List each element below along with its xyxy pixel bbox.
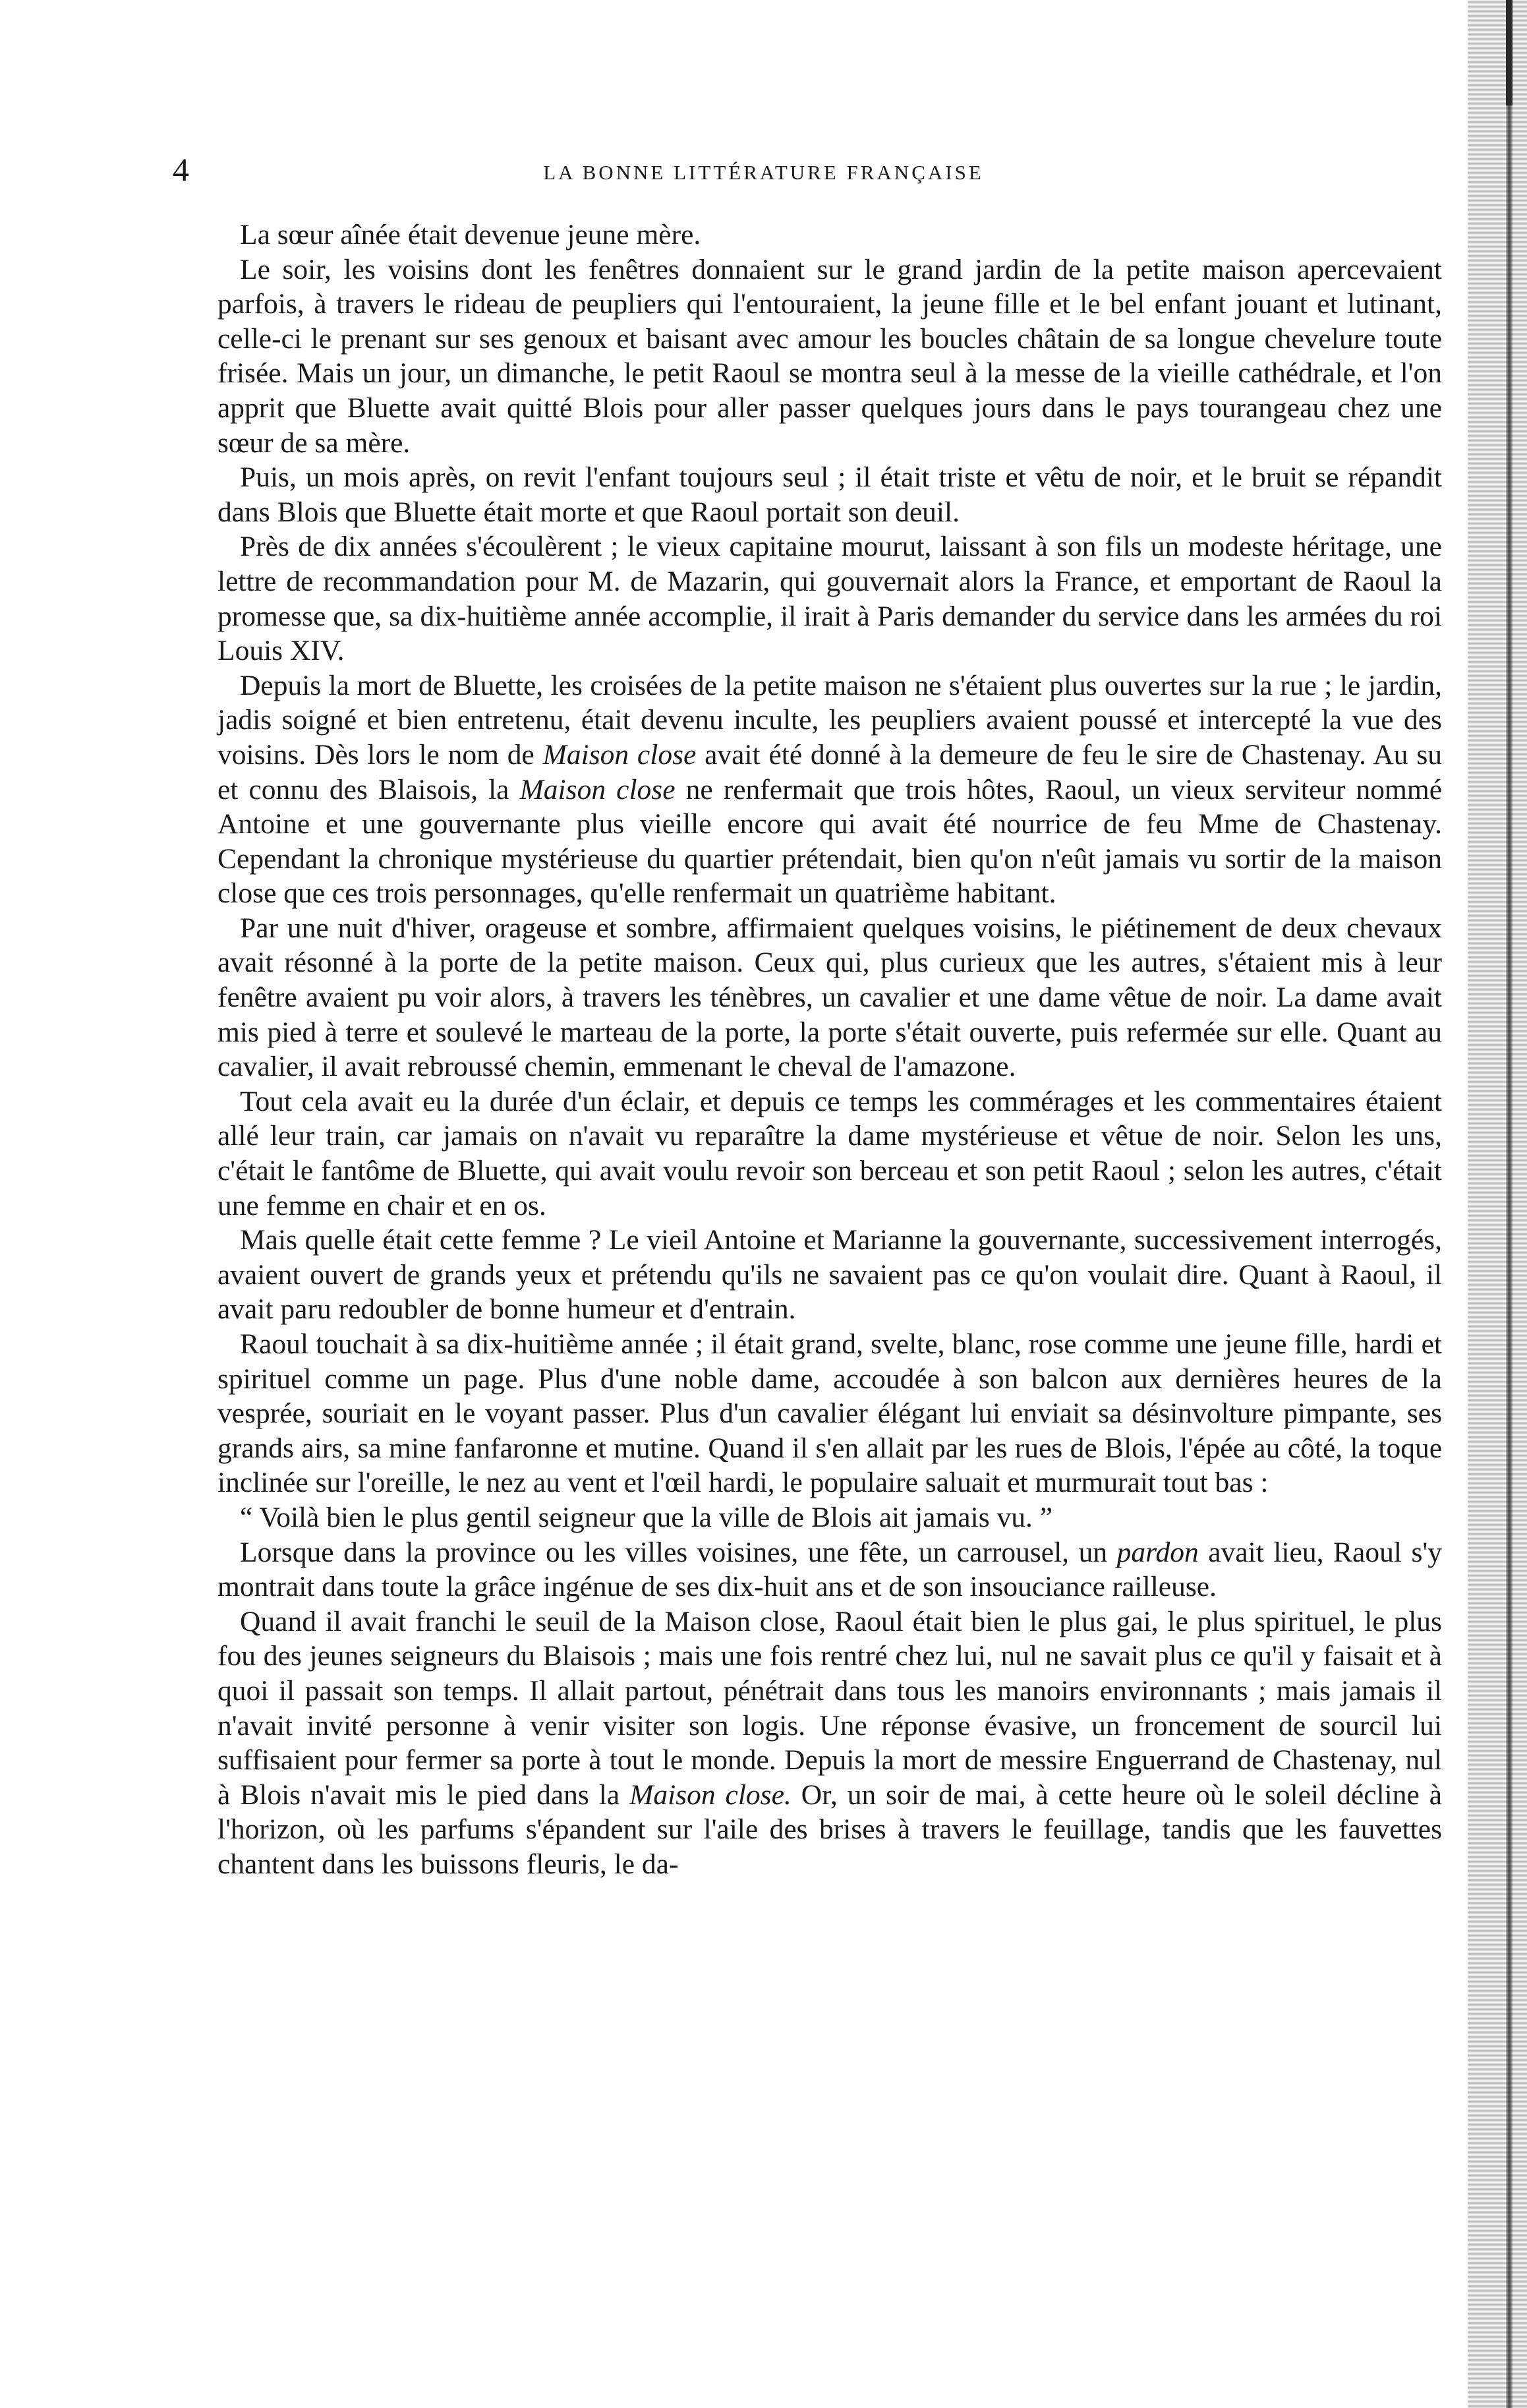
binding-line bbox=[1506, 0, 1513, 2408]
paragraph-text: Lorsque dans la province ou les villes voisines, une fête, un carrousel, un bbox=[240, 1536, 1117, 1568]
paragraph: Par une nuit d'hiver, orageuse et sombre, affirmaient quelques voisins, le piétinement de deux chevaux avait résonné à la porte de la petite maison. Ceux qui, plus curieux que les autres, s'étaient mis à leur fenêtre avaient pu voir alors, à travers les ténèbres, un cavalier et une dame vêtue de noir. La dame avait mis pied à terre et soulevé le marteau de la porte, la porte s'était ouverte, puis refermée sur elle. Quant au cavalier, il avait rebroussé chemin, emmenant le cheval de l'amazone. bbox=[217, 912, 1442, 1083]
paragraph-text: ne renfermait que trois hôtes, Raoul, un vieux serviteur nommé Antoine et une gouvernante plus vieille encore qui avait été nourrice de feu Mme de Chastenay. Cependant la chronique mystérieuse du quartier prétendait, bien qu'on n'eût jamais vu sortir de la maison close que ces trois personnages, qu'elle renfermait un quatrième habitant. bbox=[217, 773, 1442, 910]
paragraph-text: Or, un soir de mai, à cette heure où le soleil décline à l'horizon, où les parfums s'épandent sur l'aile des brises à travers le feuillage, tandis que les fauvettes chantent dans les buissons fleuris, le da- bbox=[217, 1778, 1443, 1880]
paragraph bbox=[217, 668, 1442, 911]
paragraph-text: Depuis la mort de Bluette, les croisées de la petite maison ne s'étaient plus ouvertes sur la rue ; le jardin, jadis soigné et bien entretenu, était devenu inculte, les peupliers avaient poussé et intercepté la vue des voisins. Dès lors le nom de bbox=[217, 669, 1442, 771]
paragraph: Raoul touchait à sa dix-huitième année ; il était grand, svelte, blanc, rose comme une jeune fille, hardi et spirituel comme un page. Plus d'une noble dame, accoudée à son balcon aux dernières heures de la vesprée, souriait en le voyant passer. Plus d'un cavalier élégant lui enviait sa désinvolture pimpante, ses grands airs, sa mine fanfaronne et mutine. Quand il s'en allait par les rues de Blois, l'épée au côté, la toque inclinée sur l'oreille, le nez au vent et l'œil hardi, le populaire saluait et murmurait tout bas : bbox=[217, 1328, 1442, 1499]
paragraph: Mais quelle était cette femme ? Le vieil Antoine et Marianne la gouvernante, successivement interrogés, avaient ouvert de grands yeux et prétendu qu'ils ne savaient pas ce qu'on voulait dire. Quant à Raoul, il avait paru redoubler de bonne humeur et d'entrain. bbox=[217, 1224, 1442, 1326]
page-number: 4 bbox=[173, 151, 189, 188]
paragraph bbox=[217, 1535, 1442, 1604]
paragraph: Près de dix années s'écoulèrent ; le vieux capitaine mourut, laissant à son fils un modeste héritage, une lettre de recommandation pour M. de Mazarin, qui gouvernait alors la France, et emportant de Raoul la promesse que, sa dix-huitième année accomplie, il irait à Paris demander du service dans les armées du roi Louis XIV. bbox=[217, 531, 1442, 667]
paragraph: La sœur aînée était devenue jeune mère. bbox=[240, 219, 701, 250]
binding-tick bbox=[1506, 0, 1513, 105]
quotation: “ Voilà bien le plus gentil seigneur que la ville de Blois ait jamais vu. ” bbox=[240, 1501, 1053, 1533]
paragraph-text: avait été donné à la demeure de feu le sire de Chastenay. Au su et connu des Blaisois, la bbox=[217, 738, 1442, 806]
italic-text: Maison close bbox=[542, 738, 697, 771]
paragraph: Puis, un mois après, on revit l'enfant toujours seul ; il était triste et vêtu de noir, et le bruit se répandit dans Blois que Bluette était morte et que Raoul portait son deuil. bbox=[217, 461, 1442, 528]
page-binding-edge bbox=[1468, 0, 1527, 2408]
paragraph bbox=[217, 1604, 1442, 1882]
italic-text: Maison close. bbox=[629, 1778, 792, 1811]
italic-text: pardon bbox=[1116, 1536, 1199, 1568]
italic-text: Maison close bbox=[519, 773, 676, 806]
paragraph: Le soir, les voisins dont les fenêtres donnaient sur le grand jardin de la petite maison apercevaient parfois, à travers le rideau de peupliers qui l'entouraient, la jeune fille et le bel enfant jouant et lutinant, celle-ci le prenant sur ses genoux et baisant avec amour les boucles châtain de sa longue chevelure toute frisée. Mais un jour, un dimanche, le petit Raoul se montra seul à la messe de la vieille cathédrale, et l'on apprit que Bluette avait quitté Blois pour aller passer quelques jours dans le pays tourangeau chez une sœur de sa mère. bbox=[217, 253, 1442, 459]
paragraph: Tout cela avait eu la durée d'un éclair, et depuis ce temps les commérages et les commentaires étaient allé leur train, car jamais on n'avait vu reparaître la dame mystérieuse et vêtue de noir. Selon les uns, c'était le fantôme de Bluette, qui avait voulu revoir son berceau et son petit Raoul ; selon les autres, c'était une femme en chair et en os. bbox=[217, 1085, 1442, 1221]
running-head: LA BONNE LITTÉRATURE FRANÇAISE bbox=[543, 161, 984, 184]
paragraph-text: avait lieu, Raoul s'y montrait dans toute la grâce ingénue de ses dix-huit ans et de son insouciance railleuse. bbox=[217, 1536, 1442, 1603]
body-text bbox=[217, 218, 1442, 1882]
paragraph-text: Quand il avait franchi le seuil de la Maison close, Raoul était bien le plus gai, le plus spirituel, le plus fou des jeunes seigneurs du Blaisois ; mais une fois rentré chez lui, nul ne savait plus ce qu'il y faisait et à quoi il passait son temps. Il allait partout, pénétrait dans tous les manoirs environnants ; mais jamais il n'avait invité personne à venir visiter son logis. Une réponse évasive, un froncement de sourcil lui suffisaient pour fermer sa porte à tout le monde. Depuis la mort de messire Enguerrand de Chastenay, nul à Blois n'avait mis le pied dans la bbox=[217, 1605, 1442, 1811]
